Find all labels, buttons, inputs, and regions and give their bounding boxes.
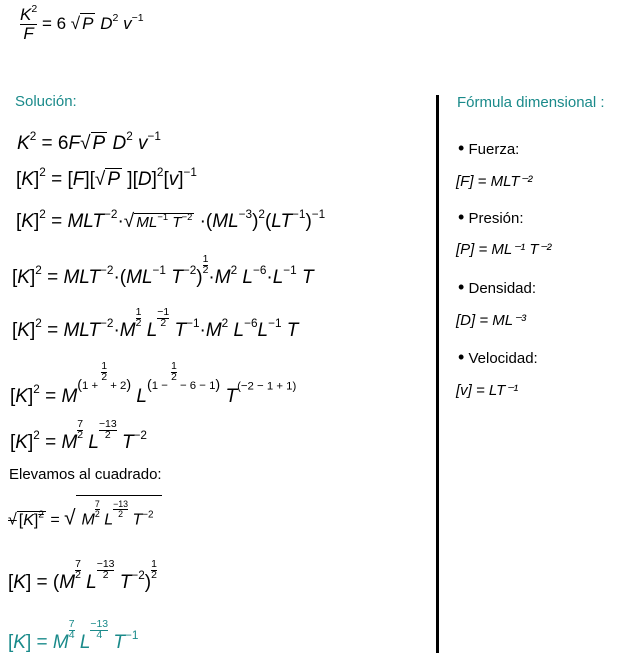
bullet-icon: • xyxy=(458,277,465,297)
sidebar-item-velocidad xyxy=(458,347,538,368)
equation-line-2: $[K]^2 = [F][√$ P ]$[D]^2[v]^{-1}$ xyxy=(16,166,197,190)
bullet-icon: • xyxy=(458,207,465,227)
sidebar-item-presion xyxy=(458,207,524,228)
equation-line-7: $[K]^2 = M$ $\frac{7}{2}$ L $\frac{-13}{2}$ $T^{-2}$ xyxy=(10,419,147,453)
equation-line-6: $[K]^2 = M^{(1 + \frac{1}{2} + 2)}$ $L^{(1 - \frac{1}{2} - 6 - 1)}$ $T^{(-2 - 1 + 1)}$ xyxy=(10,361,297,408)
sidebar-item-label: Presión: xyxy=(468,210,524,227)
sidebar-formula-densidad: [D] = ML⁻³ xyxy=(456,312,527,329)
sidebar-item-densidad xyxy=(458,277,536,298)
bullet-icon: • xyxy=(458,347,465,367)
sidebar-formula-velocidad: [v] = LT⁻¹ xyxy=(456,382,519,399)
elevamos-label: Elevamos al cuadrado: xyxy=(9,466,162,483)
sidebar-item-label: Fuerza: xyxy=(468,141,520,158)
sidebar-item-label: Densidad: xyxy=(468,280,537,297)
solution-label: Solución: xyxy=(15,93,77,110)
equation-line-1: $K^2 = 6F√$ P $D^2$ $v^{-1}$ xyxy=(17,130,161,154)
final-answer: [K] = M $\frac{7}{4}$ L $\frac{-13}{4}$ $T^{-1}$ xyxy=(8,619,139,653)
sidebar-item-fuerza xyxy=(458,138,519,159)
given-formula: $\frac{K^2}{F}$ = 6 √ P $D^2$ $v^{-1}$ xyxy=(20,3,144,43)
equation-line-5: $[K]^2 = MLT^{-2}\cdot M$ $\frac{1}{2}$ L $\frac{-1}{2}$ $T^{-1}\cdot M^2$ $L^{-6}L^{-1}$ T xyxy=(12,307,299,341)
sidebar-item-label: Velocidad: xyxy=(468,350,538,367)
formula-dimensional-label: Fórmula dimensional : xyxy=(457,94,605,111)
equation-line-9: [K] = (M $\frac{7}{2}$ L $\frac{-13}{2}$ $T^{-2}$) $\frac{1}{2}$ xyxy=(8,559,157,593)
equation-line-3: $[K]^2 = MLT^{-2}\cdot√$ $ML^{-1}$ $T^{-2} \cdot(ML^{-3})^2(LT^{-1})^{-1}$ xyxy=(16,208,326,232)
vertical-divider xyxy=(436,95,439,653)
equation-line-4: $[K]^2 = MLT^{-2}\cdot(ML^{-1}$ $T^{-2}$) $\frac{1}{2}$ $\cdot M^2$ $L^{-6}\cdot L^{-1}$ T xyxy=(12,254,314,288)
sidebar-formula-fuerza: [F] = MLT⁻² xyxy=(456,173,533,190)
sidebar-formula-presion: [P] = ML⁻¹ T⁻² xyxy=(456,241,552,258)
equation-line-8: √ $[K]^2$ = √ M $\frac{7}{2}$ L $\frac{-13}{2}$ $T^{-2}$ xyxy=(8,495,162,531)
bullet-icon: • xyxy=(458,138,465,158)
